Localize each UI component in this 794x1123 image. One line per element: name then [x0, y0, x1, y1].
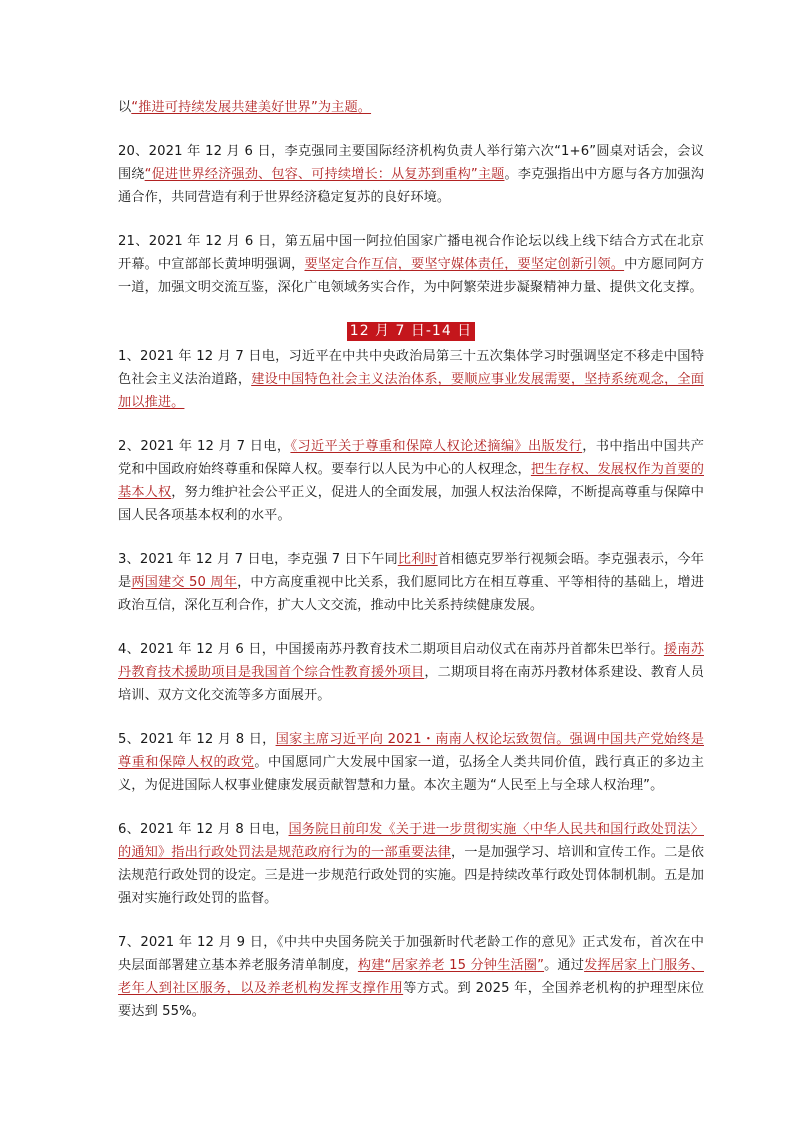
item-2-text-3: ，努力维护社会公平正义，促进人的全面发展，加强人权法治保障，不断提高尊重与保障中国人民各项基本权利的水平。	[118, 485, 704, 523]
item-5-highlight: 国家主席习近平向 2021・南南人权论坛致贺信。强调中国共产党始终是尊重和保障人权的政党	[118, 732, 704, 770]
item-3-text-2: 首相德克罗举行视频会晤。李克强表示，今年是	[118, 552, 704, 590]
item-1-highlight: 建设中国特色社会主义法治体系，要顺应事业发展需要，坚持系统观念，全面加以推进。	[118, 372, 704, 410]
item-21-paragraph	[118, 230, 704, 299]
item-7-paragraph	[118, 931, 704, 1023]
item-6-paragraph	[118, 818, 704, 910]
item-4-highlight: 援南苏丹教育技术援助项目是我国首个综合性教育援外项目	[118, 642, 704, 680]
item-3-text-3: ，中方高度重视中比关系，我们愿同比方在相互尊重、平等相待的基础上，增进政治互信，深化互利合作，扩大人文交流，推动中比关系持续健康发展。	[118, 575, 704, 613]
item-5-paragraph	[118, 728, 704, 797]
item-7-highlight-1: 构建“居家养老 15 分钟生活圈”	[357, 958, 545, 973]
item-3-highlight-2: 两国建交 50 周年	[131, 575, 238, 590]
item-2-text-2: ，书中指出中国共产党和中国政府始终尊重和保障人权。要奉行以人民为中心的人权理念，	[118, 439, 704, 477]
item-7-text-3: 等方式。到 2025 年，全国养老机构的护理型床位要达到 55%。	[118, 981, 704, 1019]
item-3-highlight-1: 比利时	[397, 552, 438, 567]
intro-highlight: “推进可持续发展共建美好世界”为主题。	[131, 100, 372, 115]
intro-text: 以	[118, 100, 132, 115]
item-1-paragraph	[118, 345, 704, 414]
item-21-highlight: 要坚定合作互信，要坚守媒体责任，要坚定创新引领。	[304, 257, 625, 272]
item-6-text-2: ，一是加强学习、培训和宣传工作。二是依法规范行政处罚的设定。三是进一步规范行政处罚的实施。四是持续改革行政处罚体制机制。五是加强对实施行政处罚的监督。	[118, 845, 704, 906]
item-7-text-1: 7、2021 年 12 月 9 日，《中共中央国务院关于加强新时代老龄工作的意见》正式发布，首次在中央层面部署建立基本养老服务清单制度，	[118, 935, 704, 973]
item-2-highlight-2: 把生存权、发展权作为首要的基本人权	[118, 462, 704, 500]
item-5-text-1: 5、2021 年 12 月 8 日，	[118, 732, 276, 747]
item-21-text-2: 中方愿同阿方一道，加强文明交流互鉴，深化广电领域务实合作，为中阿繁荣进步凝聚精神力量、提供文化支撑。	[118, 257, 704, 295]
document-page	[118, 96, 704, 1023]
section-date-header: 12 月 7 日-14 日	[347, 322, 475, 341]
item-7-text-2: 。通过	[544, 958, 585, 973]
item-4-text-2: ，二期项目将在南苏丹教材体系建设、教育人员培训、双方文化交流等多方面展开。	[118, 665, 704, 703]
item-20-text-2: 。李克强指出中方愿与各方加强沟通合作，共同营造有利于世界经济稳定复苏的良好环境。	[118, 167, 705, 205]
item-2-highlight-1: 《习近平关于尊重和保障人权论述摘编》出版发行	[290, 439, 583, 454]
item-21-text-1: 21、2021 年 12 月 6 日，第五届中国一阿拉伯国家广播电视合作论坛以线上线下结合方式在北京开幕。中宣部部长黄坤明强调，	[118, 234, 704, 272]
item-20-paragraph	[118, 140, 704, 209]
item-7-highlight-2: 发挥居家上门服务、老年人到社区服务，以及养老机构发挥支撑作用	[118, 958, 704, 996]
item-5-text-2: 。中国愿同广大发展中国家一道，弘扬全人类共同价值，践行真正的多边主义，为促进国际人权事业健康发展贡献智慧和力量。本次主题为“人民至上与全球人权治理”。	[118, 755, 705, 793]
item-20-highlight: “促进世界经济强劲、包容、可持续增长：从复苏到重构”主题	[144, 167, 505, 182]
item-1-text: 1、2021 年 12 月 7 日电，习近平在中共中央政治局第三十五次集体学习时强调坚定不移走中国特色社会主义法治道路，	[118, 349, 704, 387]
item-4-text-1: 4、2021 年 12 月 6 日，中国援南苏丹教育技术二期项目启动仪式在南苏丹首都朱巴举行。	[118, 642, 664, 657]
item-20-text-1: 20、2021 年 12 月 6 日，李克强同主要国际经济机构负责人举行第六次“1+6”圆桌对话会，会议围绕	[118, 144, 704, 182]
item-4-paragraph	[118, 638, 704, 707]
item-3-text-1: 3、2021 年 12 月 7 日电，李克强 7 日下午同	[118, 552, 398, 567]
section-header-wrap	[118, 320, 704, 342]
item-6-highlight: 国务院日前印发《关于进一步贯彻实施〈中华人民共和国行政处罚法〉的通知》指出行政处罚法是规范政府行为的一部重要法律	[118, 822, 704, 860]
item-6-text-1: 6、2021 年 12 月 8 日电，	[118, 822, 289, 837]
item-2-text-1: 2、2021 年 12 月 7 日电，	[118, 439, 291, 454]
item-2-paragraph	[118, 435, 704, 527]
intro-paragraph	[118, 96, 704, 119]
item-3-paragraph	[118, 548, 704, 617]
